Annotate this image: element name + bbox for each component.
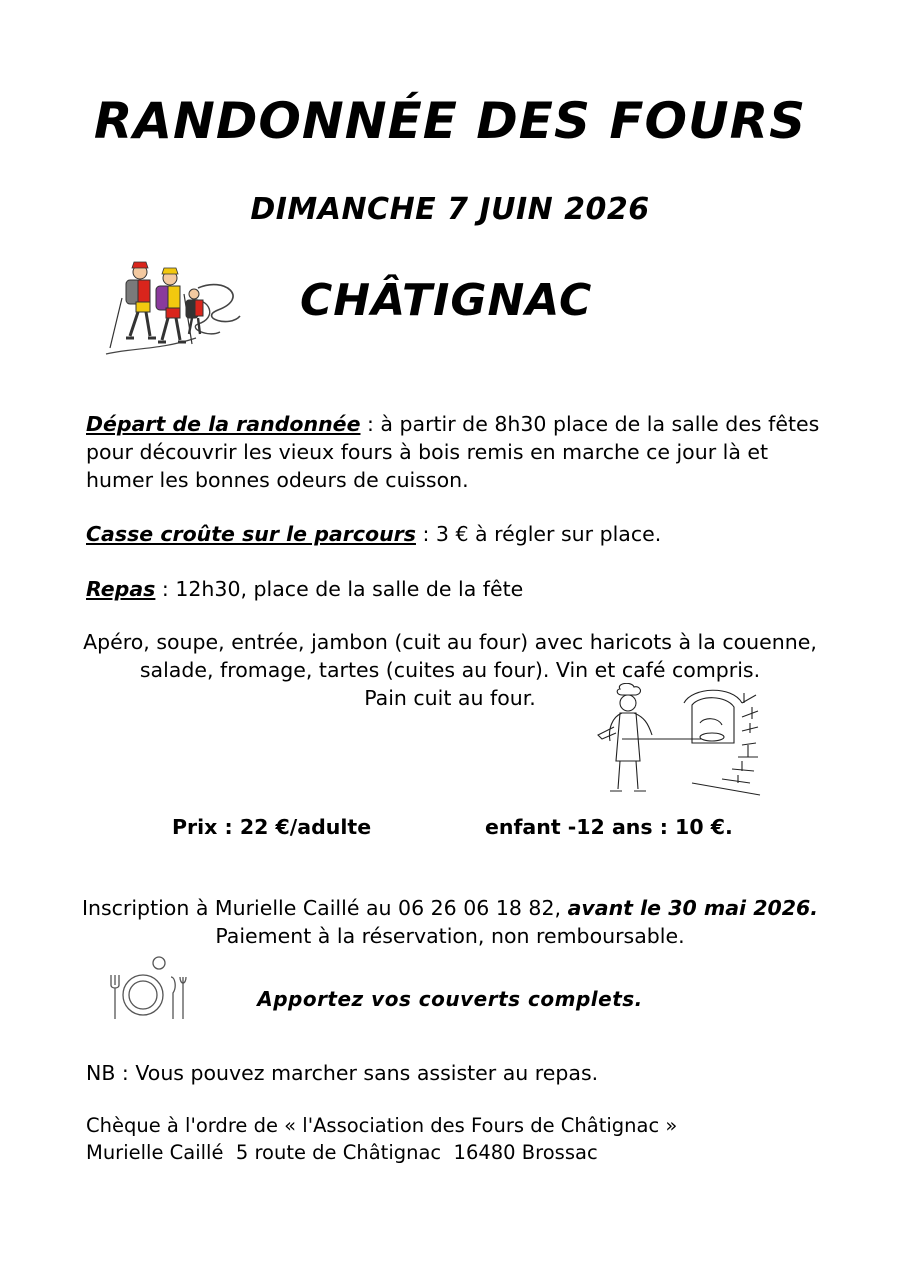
nb-note: NB : Vous pouvez marcher sans assister au repas. <box>86 1061 599 1085</box>
repas-text: : 12h30, place de la salle de la fête <box>155 577 524 601</box>
event-date: DIMANCHE 7 JUIN 2026 <box>250 192 650 227</box>
event-title: RANDONNÉE DES FOURS <box>93 92 807 150</box>
price-adult: Prix : 22 €/adulte <box>172 815 372 839</box>
event-place: CHÂTIGNAC <box>300 275 593 326</box>
menu-line-1: Apéro, soupe, entrée, jambon (cuit au four) avec haricots à la couenne, <box>83 630 817 654</box>
inscription-text: Inscription à Murielle Caillé au 06 26 06 18 82, <box>81 896 568 920</box>
cheque-line-2: Murielle Caillé 5 route de Châtignac 16480 Brossac <box>86 1141 598 1164</box>
baker-oven-illustration-icon <box>592 683 762 798</box>
casse-croute-paragraph <box>86 520 826 548</box>
hikers-illustration-icon <box>100 258 250 363</box>
casse-croute-label: Casse croûte sur le parcours <box>86 522 416 546</box>
payment-line: Paiement à la réservation, non remboursable. <box>215 924 685 948</box>
depart-paragraph <box>86 410 826 494</box>
cheque-line-1: Chèque à l'ordre de « l'Association des Fours de Châtignac » <box>86 1114 678 1137</box>
inscription-deadline: avant le 30 mai 2026. <box>567 896 819 920</box>
bring-cutlery-note: Apportez vos couverts complets. <box>257 987 643 1011</box>
repas-paragraph <box>86 575 826 603</box>
plate-cutlery-icon <box>105 955 190 1023</box>
price-child: enfant -12 ans : 10 €. <box>485 815 733 839</box>
menu-line-3: Pain cuit au four. <box>364 686 536 710</box>
repas-label: Repas <box>86 577 156 601</box>
inscription-block <box>60 894 840 950</box>
depart-label: Départ de la randonnée <box>86 412 361 436</box>
menu-line-2: salade, fromage, tartes (cuites au four). Vin et café compris. <box>139 658 761 682</box>
casse-croute-text: : 3 € à régler sur place. <box>415 522 662 546</box>
cheque-block <box>86 1112 826 1166</box>
inscription-line <box>60 894 840 922</box>
depart-text: : à partir de 8h30 place de la salle des fêtes pour découvrir les vieux fours à bois remis en marche ce jour là et humer les bonnes odeurs de cuisson. <box>86 412 820 492</box>
